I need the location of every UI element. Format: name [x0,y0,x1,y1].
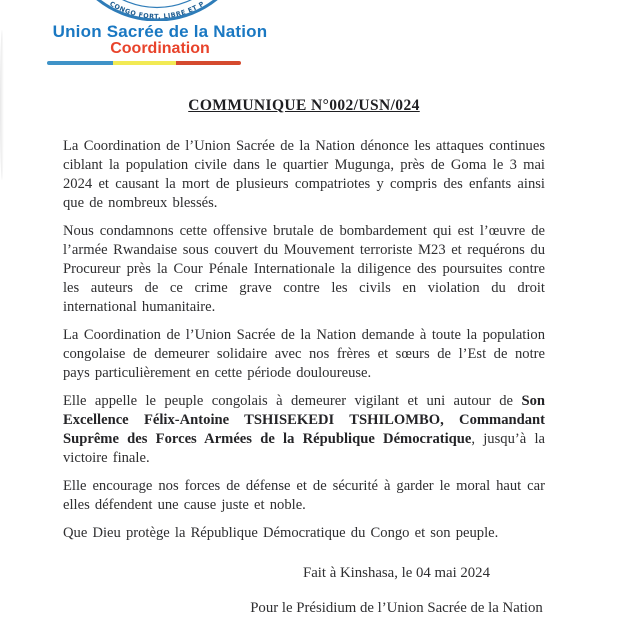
paragraph-denunciation: La Coordination de l’Union Sacrée de la Nation dénonce les attaques continues ciblant la population civile dans le quartier Mugunga, près de Goma le 3 mai 2024 et causant la mort de plusieurs compatriotes y compris des enfants ainsi que de nombreux blessés. [63,138,545,211]
paragraph-appeal-lead: Elle appelle le peuple congolais à demeurer vigilant et uni autour de [63,393,522,409]
document-title: COMMUNIQUE N°002/USN/024 [188,97,420,114]
paragraph-encouragement: Elle encourage nos forces de défense et de sécurité à garder le moral haut car elles défendent une cause juste et noble. [63,478,545,513]
letterhead [0,0,621,70]
paragraph-solidarity: La Coordination de l’Union Sacrée de la Nation demande à toute la population congolaise de demeurer solidaire avec nos frères et sœurs de l’Est de notre pays particulièrement en cette période douloureuse. [63,327,545,381]
paragraph-blessing: Que Dieu protège la République Démocratique du Congo et son peuple. [63,525,499,541]
document-body [63,137,545,543]
closing-block [0,565,621,617]
flag-divider-blue-segment [47,61,113,65]
org-name: Union Sacrée de la Nation [52,22,268,41]
org-subtitle: Coordination [110,40,210,57]
flag-divider [47,61,241,65]
org-seal-icon [92,0,222,21]
paragraph-appeal-bold: Son Excellence Félix-Antoine TSHISEKEDI TSHILOMBO, Commandant Suprême des Forces Armées de la République Démocratique [63,393,545,447]
place-date-line: Fait à Kinshasa, le 04 mai 2024 [303,565,490,581]
seal-motto: CONGO FORT, LIBRE ET P [108,0,206,21]
paragraph-appeal-tail: , jusqu’à la victoire finale. [63,431,545,466]
paragraph-condemnation: Nous condamnons cette offensive brutale de bombardement qui est l’œuvre de l’armée Rwandaise sous couvert du Mouvement terroriste M23 et requérons du Procureur près la Cour Pénale Internationale la diligence des poursuites contre les auteurs de ce crime grave contre les civils en violation du droit international humanitaire. [63,223,545,315]
flag-divider-red-segment [176,61,241,65]
flag-divider-yellow-segment [113,61,176,65]
signature-line: Pour le Présidium de l’Union Sacrée de la Nation [250,600,543,616]
paragraph-appeal [63,392,545,468]
